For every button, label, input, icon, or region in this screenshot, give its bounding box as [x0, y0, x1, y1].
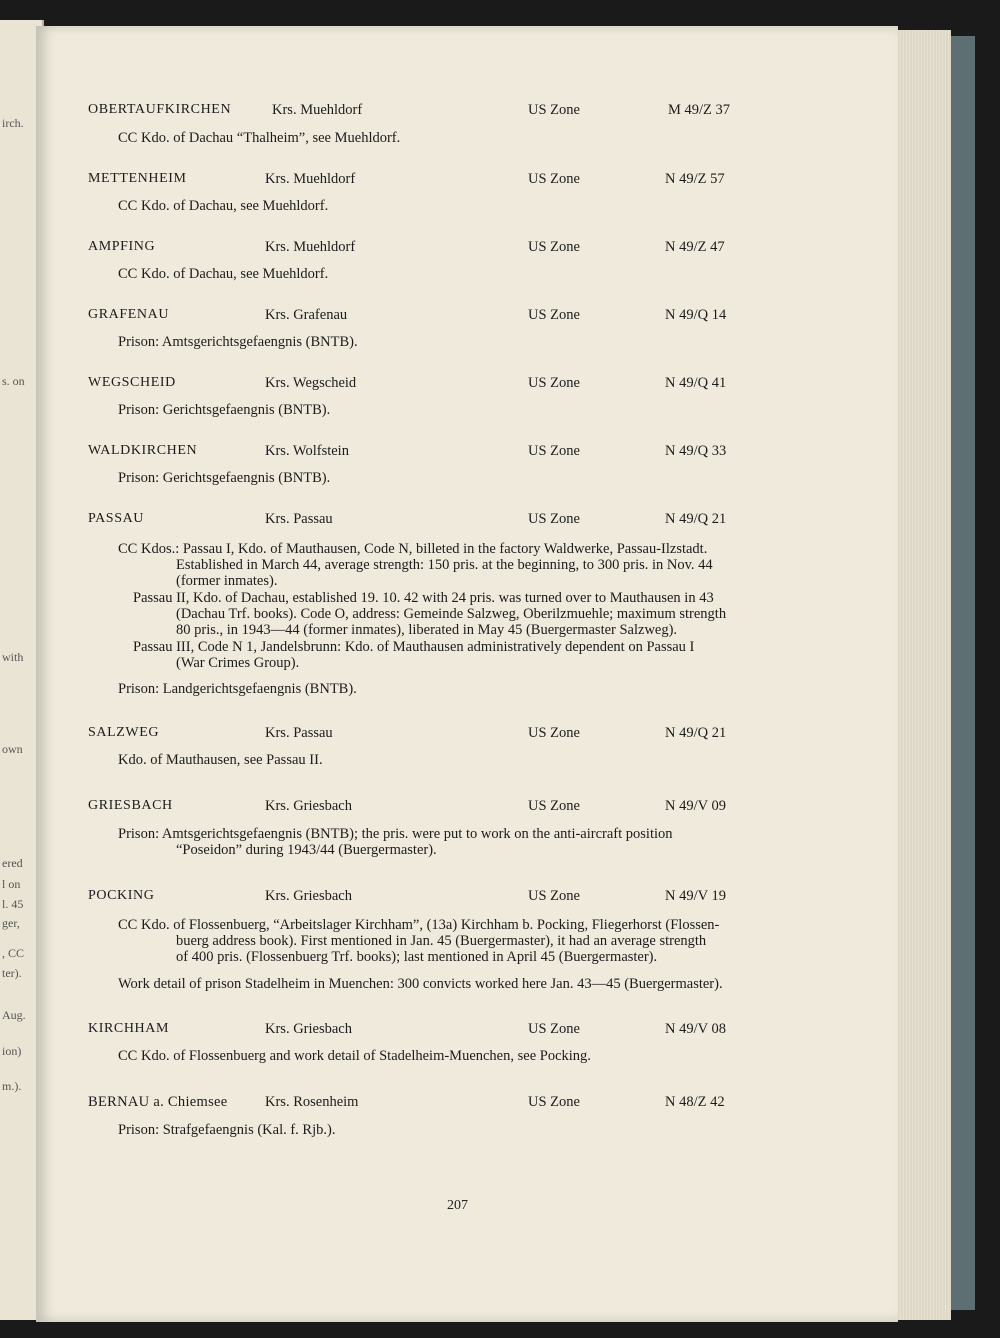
map-ref: N 49/Q 41 — [665, 375, 727, 391]
place-name: SALZWEG — [88, 725, 160, 740]
place-name: WEGSCHEID — [88, 375, 176, 390]
map-ref: N 49/V 08 — [665, 1021, 726, 1037]
zone: US Zone — [528, 171, 580, 187]
place-name: WALDKIRCHEN — [88, 443, 198, 458]
map-ref: N 49/Z 57 — [665, 171, 725, 187]
map-ref: N 49/Q 21 — [665, 725, 727, 741]
district: Krs. Rosenheim — [265, 1094, 359, 1110]
place-name: GRIESBACH — [88, 798, 173, 813]
zone: US Zone — [528, 375, 580, 391]
entry-line: Prison: Amtsgerichtsgefaengnis (BNTB); the pris. were put to work on the anti-aircraft position — [118, 826, 673, 842]
place-name: METTENHEIM — [88, 171, 187, 186]
district: Krs. Passau — [265, 725, 333, 741]
zone: US Zone — [528, 1021, 580, 1037]
left-fragment: m.). — [2, 1079, 22, 1093]
district: Krs. Muehldorf — [265, 171, 356, 187]
entry-line: CC Kdo. of Flossenbuerg and work detail of Stadelheim-Muenchen, see Pocking. — [118, 1048, 591, 1064]
place-name: OBERTAUFKIRCHEN — [88, 102, 232, 117]
entry-header — [0, 239, 1000, 257]
entry-line: Established in March 44, average strength: 150 pris. at the beginning, to 300 pris. in Nov. 44 — [176, 557, 713, 573]
map-ref: N 49/Z 47 — [665, 239, 725, 255]
entry-line: CC Kdo. of Flossenbuerg, “Arbeitslager Kirchham”, (13a) Kirchham b. Pocking, Fliegerhorst (Flossen- — [118, 917, 720, 933]
entry-header — [0, 443, 1000, 461]
district: Krs. Griesbach — [265, 798, 352, 814]
zone: US Zone — [528, 511, 580, 527]
place-name: PASSAU — [88, 511, 145, 526]
map-ref: N 49/V 19 — [665, 888, 726, 904]
entry-line: Prison: Gerichtsgefaengnis (BNTB). — [118, 470, 331, 486]
entry-header — [0, 1021, 1000, 1039]
entry-line: Passau III, Code N 1, Jandelsbrunn: Kdo. of Mauthausen administratively dependent on Passau I — [133, 639, 695, 655]
zone: US Zone — [528, 888, 580, 904]
left-fragment: ger, — [2, 916, 20, 930]
district: Krs. Muehldorf — [272, 102, 363, 118]
district: Krs. Passau — [265, 511, 333, 527]
district: Krs. Muehldorf — [265, 239, 356, 255]
entry-header — [0, 307, 1000, 325]
place-name: BERNAU a. Chiemsee — [88, 1094, 228, 1110]
entry-line: Prison: Gerichtsgefaengnis (BNTB). — [118, 402, 331, 418]
entry-line: (War Crimes Group). — [176, 655, 300, 671]
entry-line: CC Kdos.: Passau I, Kdo. of Mauthausen, Code N, billeted in the factory Waldwerke, Passau-Ilzstadt. — [118, 541, 708, 557]
zone: US Zone — [528, 443, 580, 459]
entry-header — [0, 375, 1000, 393]
left-fragment: , CC — [2, 946, 25, 960]
zone: US Zone — [528, 725, 580, 741]
zone: US Zone — [528, 307, 580, 323]
zone: US Zone — [528, 239, 580, 255]
entry-line: Prison: Landgerichtsgefaengnis (BNTB). — [118, 681, 357, 697]
entry-line: buerg address book). First mentioned in Jan. 45 (Buergermaster), it had an average strength — [176, 933, 707, 949]
page-block-edge — [895, 30, 951, 1320]
entry-line: Kdo. of Mauthausen, see Passau II. — [118, 752, 323, 768]
entry-line: Prison: Amtsgerichtsgefaengnis (BNTB). — [118, 334, 358, 350]
place-name: AMPFING — [88, 239, 156, 254]
left-fragment: own — [2, 742, 23, 756]
left-fragment: l. 45 — [2, 897, 24, 911]
entry-header — [0, 888, 1000, 906]
map-ref: N 49/Q 14 — [665, 307, 727, 323]
entry-header — [0, 725, 1000, 743]
district: Krs. Wegscheid — [265, 375, 357, 391]
entry-header — [0, 102, 1000, 120]
left-fragment: irch. — [2, 116, 24, 130]
zone: US Zone — [528, 102, 580, 118]
place-name: GRAFENAU — [88, 307, 170, 322]
district: Krs. Wolfstein — [265, 443, 349, 459]
entry-line: Prison: Strafgefaengnis (Kal. f. Rjb.). — [118, 1122, 336, 1138]
left-fragment: ion) — [2, 1044, 22, 1058]
entry-line: (former inmates). — [176, 573, 278, 589]
district: Krs. Griesbach — [265, 1021, 352, 1037]
left-fragment: with — [2, 650, 24, 664]
district: Krs. Griesbach — [265, 888, 352, 904]
zone: US Zone — [528, 1094, 580, 1110]
entry-line: CC Kdo. of Dachau, see Muehldorf. — [118, 266, 329, 282]
place-name: POCKING — [88, 888, 155, 903]
map-ref: N 48/Z 42 — [665, 1094, 725, 1110]
map-ref: N 49/Q 21 — [665, 511, 727, 527]
page-number: 207 — [447, 1198, 468, 1213]
zone: US Zone — [528, 798, 580, 814]
entry-line: CC Kdo. of Dachau, see Muehldorf. — [118, 198, 329, 214]
entry-line: 80 pris., in 1943—44 (former inmates), liberated in May 45 (Buergermaster Salzweg). — [176, 622, 678, 638]
entry-line: CC Kdo. of Dachau “Thalheim”, see Muehldorf. — [118, 130, 401, 146]
entry-header — [0, 798, 1000, 816]
map-ref: M 49/Z 37 — [668, 102, 731, 118]
district: Krs. Grafenau — [265, 307, 348, 323]
left-fragment: l on — [2, 877, 21, 891]
entry-line: Passau II, Kdo. of Dachau, established 19. 10. 42 with 24 pris. was turned over to Mauthausen in 43 — [133, 590, 714, 606]
entry-header — [0, 511, 1000, 529]
left-fragment: s. on — [2, 374, 25, 388]
entry-line: (Dachau Trf. books). Code O, address: Gemeinde Salzweg, Oberilzmuehle; maximum strength — [176, 606, 727, 622]
entry-line: of 400 pris. (Flossenbuerg Trf. books); last mentioned in April 45 (Buergermaster). — [176, 949, 658, 965]
left-fragment: Aug. — [2, 1008, 26, 1022]
left-fragment: ered — [2, 856, 23, 870]
map-ref: N 49/Q 33 — [665, 443, 727, 459]
place-name: KIRCHHAM — [88, 1021, 170, 1036]
entry-line: “Poseidon” during 1943/44 (Buergermaster). — [176, 842, 437, 858]
map-ref: N 49/V 09 — [665, 798, 726, 814]
entry-header — [0, 1094, 1000, 1112]
entry-line: Work detail of prison Stadelheim in Muenchen: 300 convicts worked here Jan. 43—45 (Buergermaster). — [118, 976, 723, 992]
left-fragment: ter). — [2, 966, 22, 980]
entry-header — [0, 171, 1000, 189]
